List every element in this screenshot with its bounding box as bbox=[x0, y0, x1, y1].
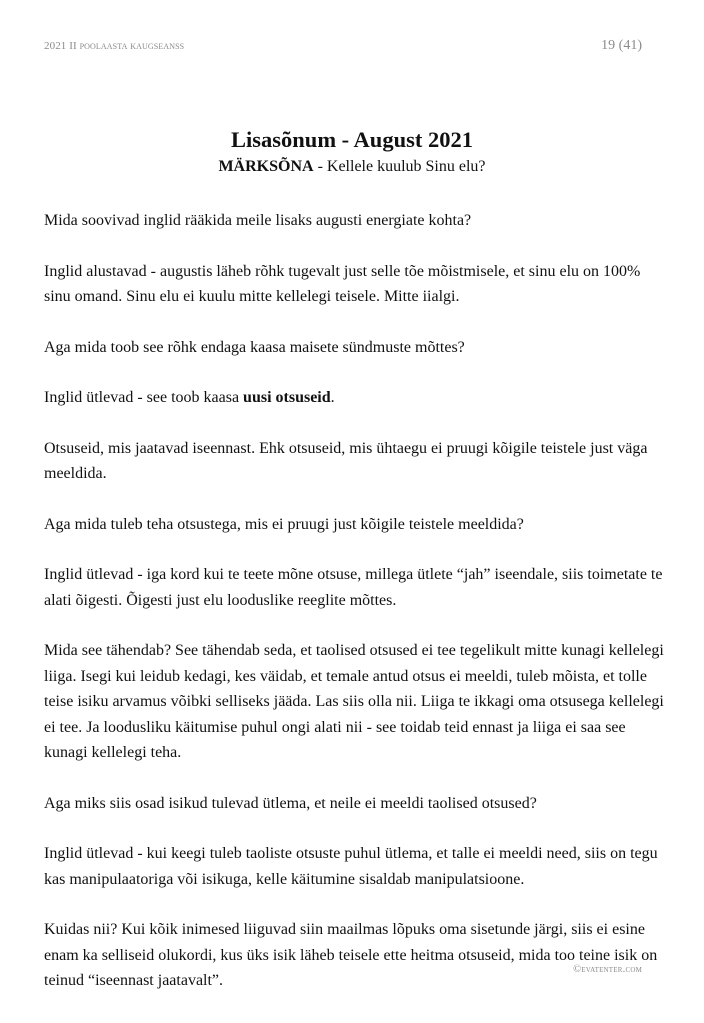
document-subtitle bbox=[0, 156, 704, 178]
paragraph bbox=[44, 385, 664, 411]
paragraph: Inglid ütlevad - kui keegi tuleb taoliste otsuste puhul ütlema, et talle ei meeldi need, siis on tegu kas manipulaatoriga või isikuga, kelle käitumine sisaldab manipulatsioone. bbox=[44, 845, 658, 888]
emphasis-text: uusi otsuseid bbox=[243, 389, 331, 406]
paragraph: Aga mida tuleb teha otsustega, mis ei pruugi just kõigile teistele meeldida? bbox=[44, 515, 524, 533]
title-block bbox=[0, 126, 704, 178]
paragraph: Mida see tähendab? See tähendab seda, et taolised otsused ei tee tegelikult mitte kunagi kellelegi liiga. Isegi kui leidub kedagi, kes väidab, et temale antud otsus ei meeldi, tuleb mõista, et tolle teise isiku arvamus võibki selliseks jääda. Las siis olla nii. Liiga te ikkagi oma otsusega kellelegi ei tee. Ja loodusliku käitumise puhul ongi alati nii - see toidab teid ennast ja liiga ei saa see kunagi kellelegi teha. bbox=[44, 642, 664, 761]
paragraph-text: . bbox=[330, 389, 335, 406]
page-number: 19 (41) bbox=[601, 38, 642, 53]
paragraph: Aga miks siis osad isikud tulevad ütlema, et neile ei meeldi taolised otsused? bbox=[44, 794, 537, 812]
paragraph: Inglid alustavad - augustis läheb rõhk tugevalt just selle tõe mõistmisele, et sinu elu on 100% sinu omand. Sinu elu ei kuulu mitte kellelegi teisele. Mitte iialgi. bbox=[44, 262, 641, 305]
keyword-text: - Kellele kuulub Sinu elu? bbox=[313, 158, 486, 175]
paragraph: Otsuseid, mis jaatavad iseennast. Ehk otsuseid, mis ühtaegu ei pruugi kõigile teistele just väga meeldida. bbox=[44, 439, 648, 482]
document-title: Lisasõnum - August 2021 bbox=[231, 127, 473, 152]
paragraph-text: Inglid ütlevad - see toob kaasa bbox=[44, 389, 244, 406]
body-text bbox=[44, 208, 664, 1019]
paragraph: Aga mida toob see rõhk endaga kaasa maisete sündmuste mõttes? bbox=[44, 338, 465, 356]
running-title: 2021 II poolaasta kaugseanss bbox=[44, 40, 185, 52]
copyright-text: ©evatenter.com bbox=[573, 964, 642, 975]
keyword-label: MÄRKSÕNA bbox=[218, 158, 314, 175]
paragraph: Kuidas nii? Kui kõik inimesed liiguvad siin maailmas lõpuks oma sisetunde järgi, siis ei esine enam ka selliseid olukordi, kus üks isik läheb teisele ette heitma otsuseid, mida too teine isik on teinud “iseennast jaatavalt”. bbox=[44, 921, 658, 989]
copyright-notice bbox=[573, 964, 642, 975]
paragraph: Mida soovivad inglid rääkida meile lisaks augusti energiate kohta? bbox=[44, 212, 472, 229]
running-header bbox=[44, 38, 642, 54]
paragraph: Inglid ütlevad - iga kord kui te teete mõne otsuse, millega ütlete “jah” iseendale, siis toimetate te alati õigesti. Õigesti just elu looduslike reeglite mõttes. bbox=[44, 566, 663, 609]
